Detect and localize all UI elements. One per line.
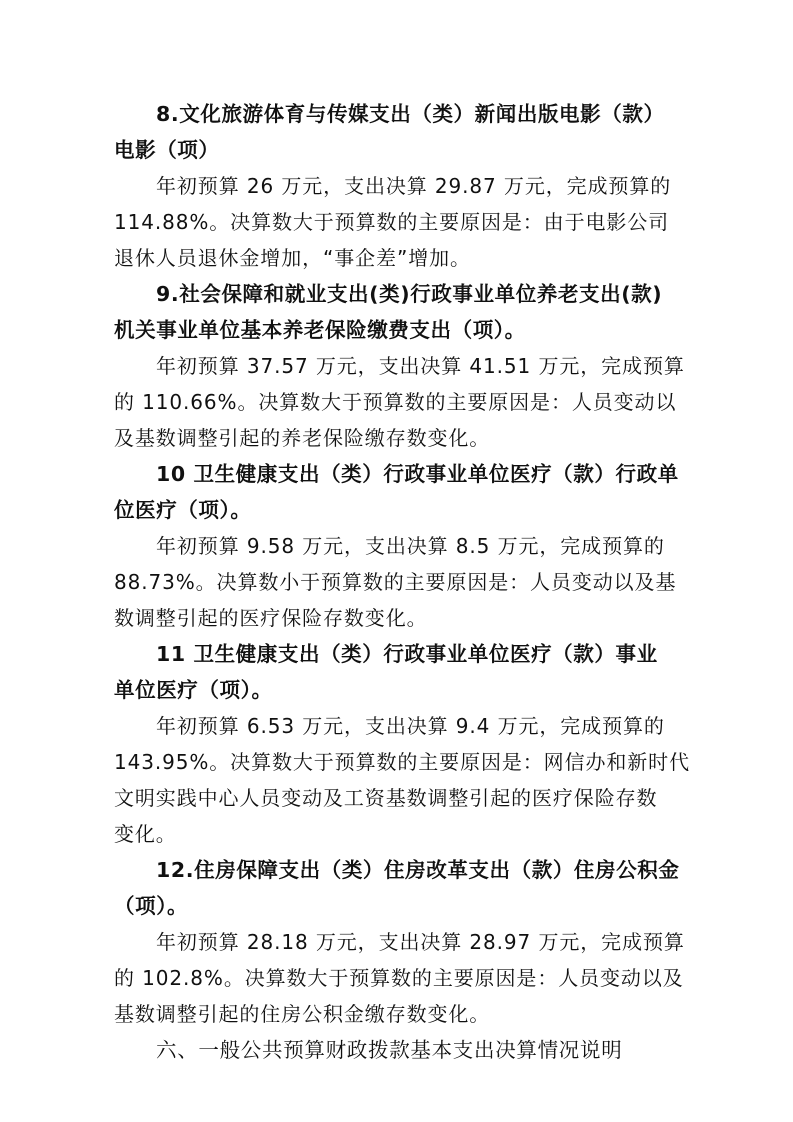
item-body-line: 退休人员退休金增加，“事企差”增加。 xyxy=(114,246,471,270)
item-12 xyxy=(114,852,685,1032)
item-heading-line: 机关事业单位基本养老保险缴费支出（项）。 xyxy=(114,318,526,342)
item-body-line: 年初预算 26 万元，支出决算 29.87 万元，完成预算的 xyxy=(156,174,672,198)
item-body-line: 年初预算 28.18 万元，支出决算 28.97 万元，完成预算 xyxy=(156,930,685,954)
document-page xyxy=(114,96,690,1068)
item-heading-line: 9.社会保障和就业支出(类)行政事业单位养老支出(款) xyxy=(156,282,663,306)
item-heading-line: 11 卫生健康支出（类）行政事业单位医疗（款）事业 xyxy=(156,642,658,666)
item-body-line: 年初预算 6.53 万元，支出决算 9.4 万元，完成预算的 xyxy=(156,714,665,738)
item-heading-line: 电影（项） xyxy=(114,138,220,162)
item-8 xyxy=(114,96,680,276)
item-body-line: 及基数调整引起的养老保险缴存数变化。 xyxy=(114,426,491,450)
item-body-line: 变化。 xyxy=(114,822,177,846)
item-body-line: 的 110.66%。决算数大于预算数的主要原因是：人员变动以 xyxy=(114,390,677,414)
item-11 xyxy=(114,636,690,852)
item-body-line: 文明实践中心人员变动及工资基数调整引起的医疗保险存数 xyxy=(114,786,658,810)
item-heading-line: 10 卫生健康支出（类）行政事业单位医疗（款）行政单 xyxy=(156,462,679,486)
item-heading-line: 单位医疗（项）。 xyxy=(114,678,273,702)
item-heading-line: 位医疗（项）。 xyxy=(114,498,252,522)
section-title: 六、一般公共预算财政拨款基本支出决算情况说明 xyxy=(156,1038,623,1062)
item-heading-line: 8.文化旅游体育与传媒支出（类）新闻出版电影（款） xyxy=(156,102,665,126)
item-body-line: 基数调整引起的住房公积金缴存数变化。 xyxy=(114,1002,491,1026)
item-body-line: 数调整引起的医疗保险存数变化。 xyxy=(114,606,428,630)
item-9 xyxy=(114,276,685,456)
item-body-line: 114.88%。决算数大于预算数的主要原因是：由于电影公司 xyxy=(114,210,670,234)
item-body-line: 143.95%。决算数大于预算数的主要原因是：网信办和新时代 xyxy=(114,750,690,774)
item-body-line: 的 102.8%。决算数大于预算数的主要原因是：人员变动以及 xyxy=(114,966,684,990)
item-heading-line: （项）。 xyxy=(114,894,189,918)
item-body-line: 年初预算 9.58 万元，支出决算 8.5 万元，完成预算的 xyxy=(156,534,665,558)
item-10 xyxy=(114,456,680,636)
item-body-line: 88.73%。决算数小于预算数的主要原因是：人员变动以及基 xyxy=(114,570,677,594)
item-heading-line: 12.住房保障支出（类）住房改革支出（款）住房公积金 xyxy=(156,858,680,882)
item-body-line: 年初预算 37.57 万元，支出决算 41.51 万元，完成预算 xyxy=(156,354,685,378)
